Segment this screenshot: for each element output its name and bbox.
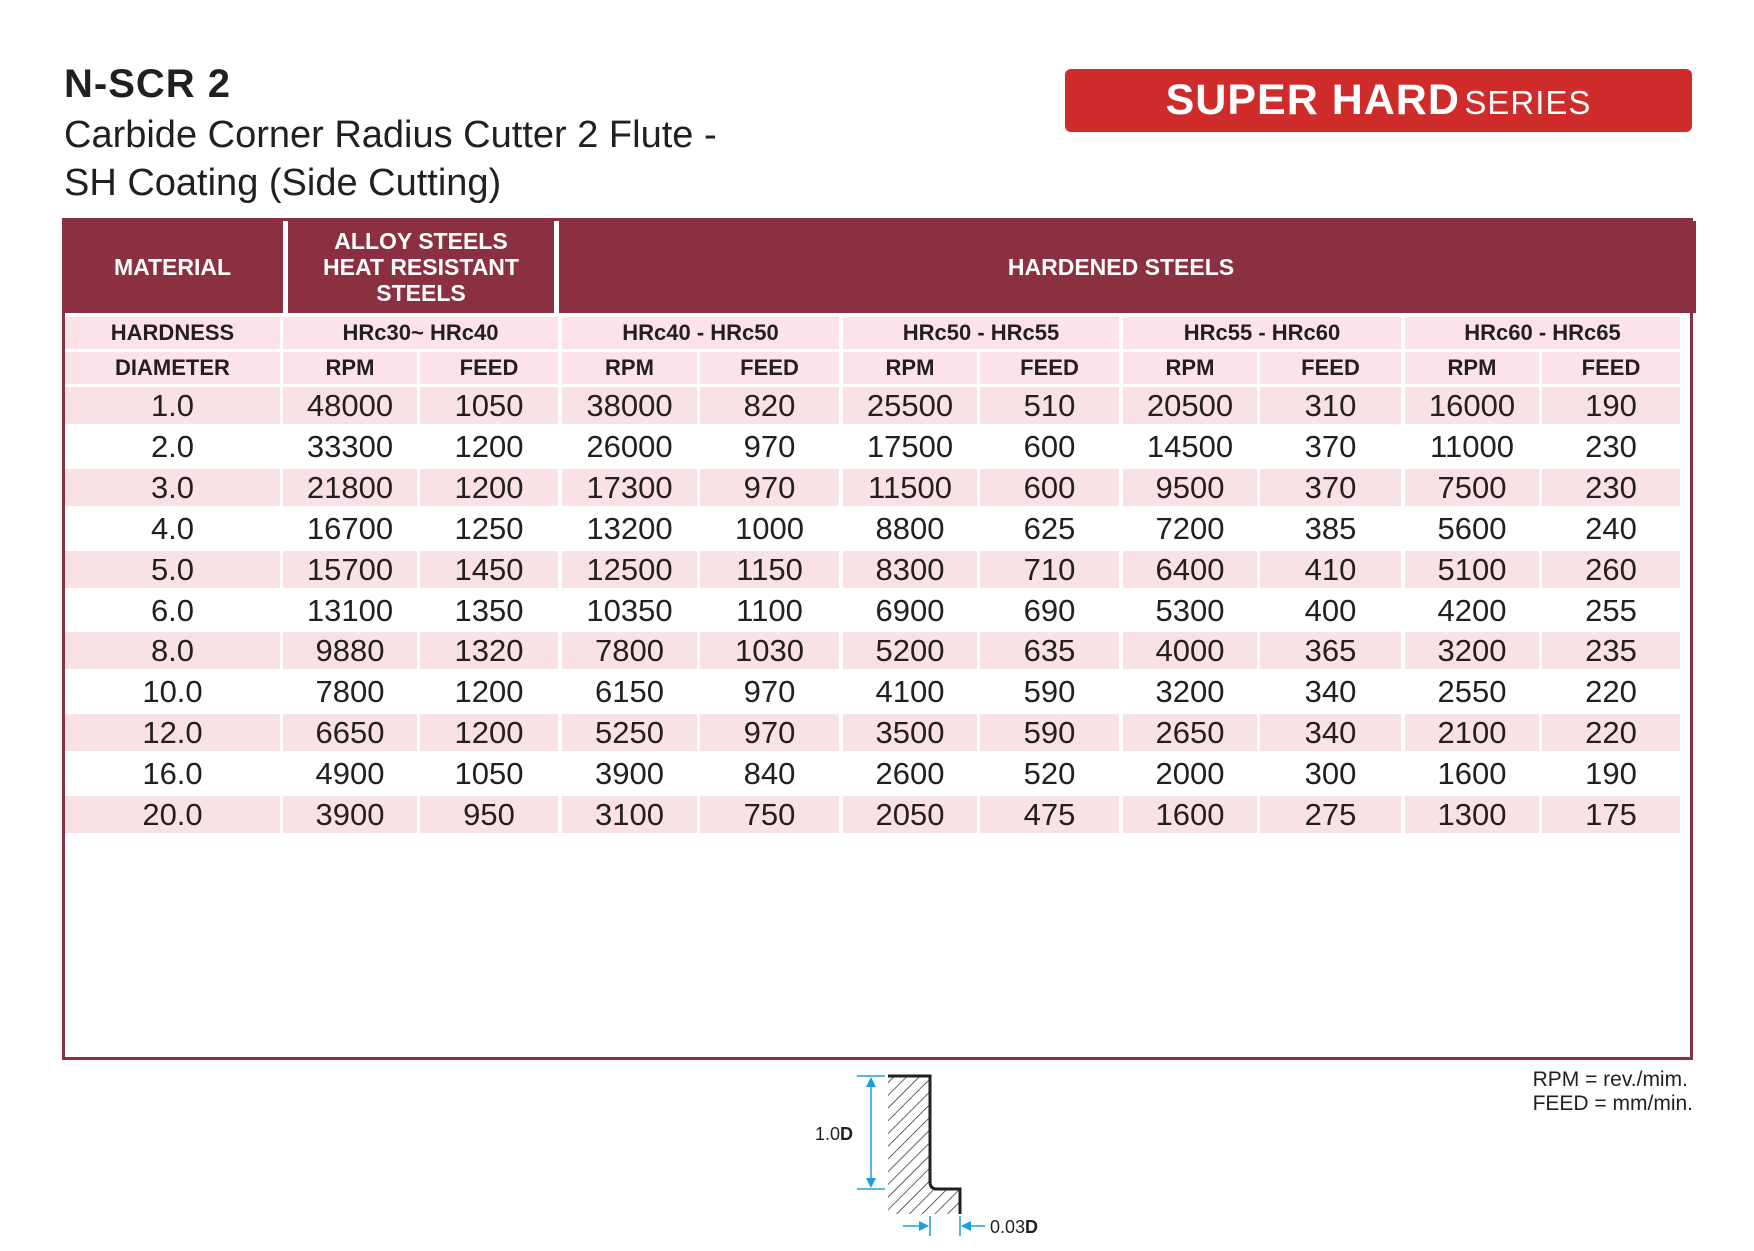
rpm-value: 5200 [843,632,977,669]
feed-value: 1030 [700,632,839,669]
rpm-value: 9880 [283,632,417,669]
rpm-value: 7800 [562,632,697,669]
feed-value: 970 [700,469,839,506]
rpm-value: 11500 [843,469,977,506]
rpm-column-header: RPM [1405,352,1539,384]
diameter-value: 10.0 [142,673,203,709]
feed-value: 230 [1585,428,1637,464]
rpm-value: 1300 [1405,796,1539,833]
rpm-value: 3900 [595,755,664,791]
rpm-value: 2650 [1123,714,1257,751]
diameter-value: 12.0 [65,714,280,751]
rpm-value: 6150 [595,673,664,709]
rpm-value: 4100 [875,673,945,709]
feed-value: 235 [1542,632,1680,669]
rpm-value: 2000 [1155,755,1225,791]
rpm-value: 7200 [1155,510,1225,546]
rpm-value: 1600 [1437,755,1507,791]
rpm-value: 8800 [875,510,945,546]
feed-value: 1200 [420,469,558,506]
product-code: N-SCR 2 [64,62,232,106]
feed-value: 1200 [454,428,524,464]
feed-value: 255 [1585,592,1637,628]
hardness-range-4: HRc55 - HRc60 [1123,317,1401,349]
feed-value: 340 [1260,714,1401,751]
rpm-value: 48000 [283,387,417,424]
feed-column-header: FEED [1260,352,1401,384]
rpm-value: 38000 [562,387,697,424]
feed-value: 710 [980,551,1119,588]
diameter-value: 6.0 [150,592,195,628]
feed-value: 275 [1260,796,1401,833]
feed-value: 625 [1023,510,1076,546]
feed-value: 410 [1260,551,1401,588]
feed-value: 635 [980,632,1119,669]
rpm-column-header: RPM [283,352,417,384]
feed-value: 300 [1304,755,1357,791]
rpm-value: 15700 [283,551,417,588]
diameter-value: 2.0 [150,428,195,464]
width-label: 0.03D [990,1217,1039,1237]
corner-radius-diagram [805,1076,1039,1251]
feed-value: 1450 [420,551,558,588]
rpm-value: 6400 [1123,551,1257,588]
rpm-value: 4900 [315,755,385,791]
rpm-value: 2550 [1437,673,1507,709]
hardness-range-3: HRc50 - HRc55 [843,317,1119,349]
series-badge-light: SERIES [1464,84,1592,121]
rpm-value: 12500 [562,551,697,588]
feed-value: 1250 [454,510,524,546]
rpm-value: 6650 [283,714,417,751]
feed-value: 175 [1542,796,1680,833]
feed-value: 970 [743,673,796,709]
depth-label: 1.0D [814,1124,853,1144]
feed-value: 1320 [420,632,558,669]
feed-value: 600 [980,469,1119,506]
feed-value: 950 [420,796,558,833]
rpm-column-header: RPM [843,352,977,384]
rpm-value: 26000 [586,428,673,464]
hardness-range-5: HRc60 - HRc65 [1405,317,1680,349]
feed-value: 1150 [700,551,839,588]
diameter-value: 3.0 [65,469,280,506]
hardness-range-2: HRc40 - HRc50 [562,317,839,349]
rpm-column-header: RPM [562,352,697,384]
rpm-value: 1600 [1123,796,1257,833]
hardened-steels-header: HARDENED STEELS [562,221,1680,313]
table-grid [65,221,1696,833]
feed-column-header: FEED [980,352,1119,384]
feed-value: 370 [1304,428,1357,464]
rpm-value: 16700 [306,510,394,546]
rpm-value: 5300 [1155,592,1225,628]
feed-value: 1200 [420,714,558,751]
product-title-line-2: SH Coating (Side Cutting) [64,162,502,204]
rpm-value: 11000 [1430,428,1514,464]
rpm-value: 21800 [283,469,417,506]
rpm-value: 25500 [843,387,977,424]
feed-value: 365 [1260,632,1401,669]
alloy-steels-header: ALLOY STEELS HEAT RESISTANT STEELS [283,221,559,313]
hardness-range-1: HRc30~ HRc40 [283,317,558,349]
feed-column-header: FEED [420,352,558,384]
rpm-value: 7800 [315,673,385,709]
feed-value: 1100 [736,592,803,628]
feed-value: 590 [1023,673,1076,709]
feed-value: 240 [1585,510,1637,546]
feed-value: 970 [700,714,839,751]
diameter-value: 8.0 [65,632,280,669]
feed-note: FEED = mm/min. [1532,1092,1693,1115]
rpm-value: 5600 [1437,510,1507,546]
rpm-value: 2050 [843,796,977,833]
feed-value: 220 [1585,673,1637,709]
rpm-value: 9500 [1123,469,1257,506]
rpm-value: 16000 [1405,387,1539,424]
cutter-profile-hatch [888,1076,960,1214]
rpm-value: 2600 [875,755,945,791]
rpm-value: 17500 [866,428,954,464]
rpm-value: 17300 [562,469,697,506]
feed-value: 520 [1023,755,1076,791]
rpm-value: 14500 [1146,428,1234,464]
rpm-value: 13200 [586,510,673,546]
feed-column-header: FEED [700,352,839,384]
diameter-value: 1.0 [65,387,280,424]
feed-value: 820 [700,387,839,424]
feed-value: 750 [700,796,839,833]
feed-value: 690 [1023,592,1076,628]
feed-value: 220 [1542,714,1680,751]
hardness-label: HARDNESS [65,317,280,349]
diameter-value: 16.0 [142,755,203,791]
rpm-value: 20500 [1123,387,1257,424]
units-footnote [1533,1068,1693,1116]
feed-value: 475 [980,796,1119,833]
diameter-label: DIAMETER [65,352,280,384]
rpm-note: RPM = rev./mim. [1532,1068,1688,1091]
feed-column-header: FEED [1542,352,1680,384]
series-badge [1065,69,1692,132]
rpm-value: 10350 [586,592,673,628]
feed-value: 970 [743,428,796,464]
feed-value: 310 [1260,387,1401,424]
rpm-value: 3500 [843,714,977,751]
feed-value: 1050 [420,387,558,424]
rpm-value: 6900 [875,592,945,628]
rpm-value: 13100 [306,592,394,628]
diameter-value: 5.0 [65,551,280,588]
rpm-value: 3900 [283,796,417,833]
feed-value: 1050 [454,755,524,791]
series-badge-bold: SUPER HARD [1165,76,1460,124]
rpm-value: 2100 [1405,714,1539,751]
product-title-line-1: Carbide Corner Radius Cutter 2 Flute - [64,114,717,156]
rpm-value: 33300 [306,428,394,464]
rpm-value: 3100 [562,796,697,833]
feed-value: 230 [1542,469,1680,506]
rpm-value: 3200 [1405,632,1539,669]
feed-value: 590 [980,714,1119,751]
feed-value: 510 [980,387,1119,424]
feed-value: 385 [1304,510,1357,546]
rpm-value: 5100 [1405,551,1539,588]
feed-value: 600 [1023,428,1076,464]
rpm-value: 8300 [843,551,977,588]
rpm-value: 5250 [562,714,697,751]
feed-value: 370 [1260,469,1401,506]
feed-value: 1200 [454,673,524,709]
rpm-value: 7500 [1405,469,1539,506]
feed-value: 1000 [735,510,804,546]
feed-value: 840 [743,755,796,791]
diameter-value: 20.0 [65,796,280,833]
rpm-column-header: RPM [1123,352,1257,384]
rpm-value: 4200 [1437,592,1507,628]
feed-value: 1350 [454,592,524,628]
feed-value: 400 [1304,592,1357,628]
rpm-value: 4000 [1123,632,1257,669]
diameter-value: 4.0 [150,510,195,546]
feed-value: 190 [1585,755,1637,791]
material-header: MATERIAL [65,221,280,313]
feed-value: 190 [1542,387,1680,424]
feed-value: 260 [1542,551,1680,588]
feed-value: 340 [1304,673,1357,709]
rpm-value: 3200 [1155,673,1225,709]
